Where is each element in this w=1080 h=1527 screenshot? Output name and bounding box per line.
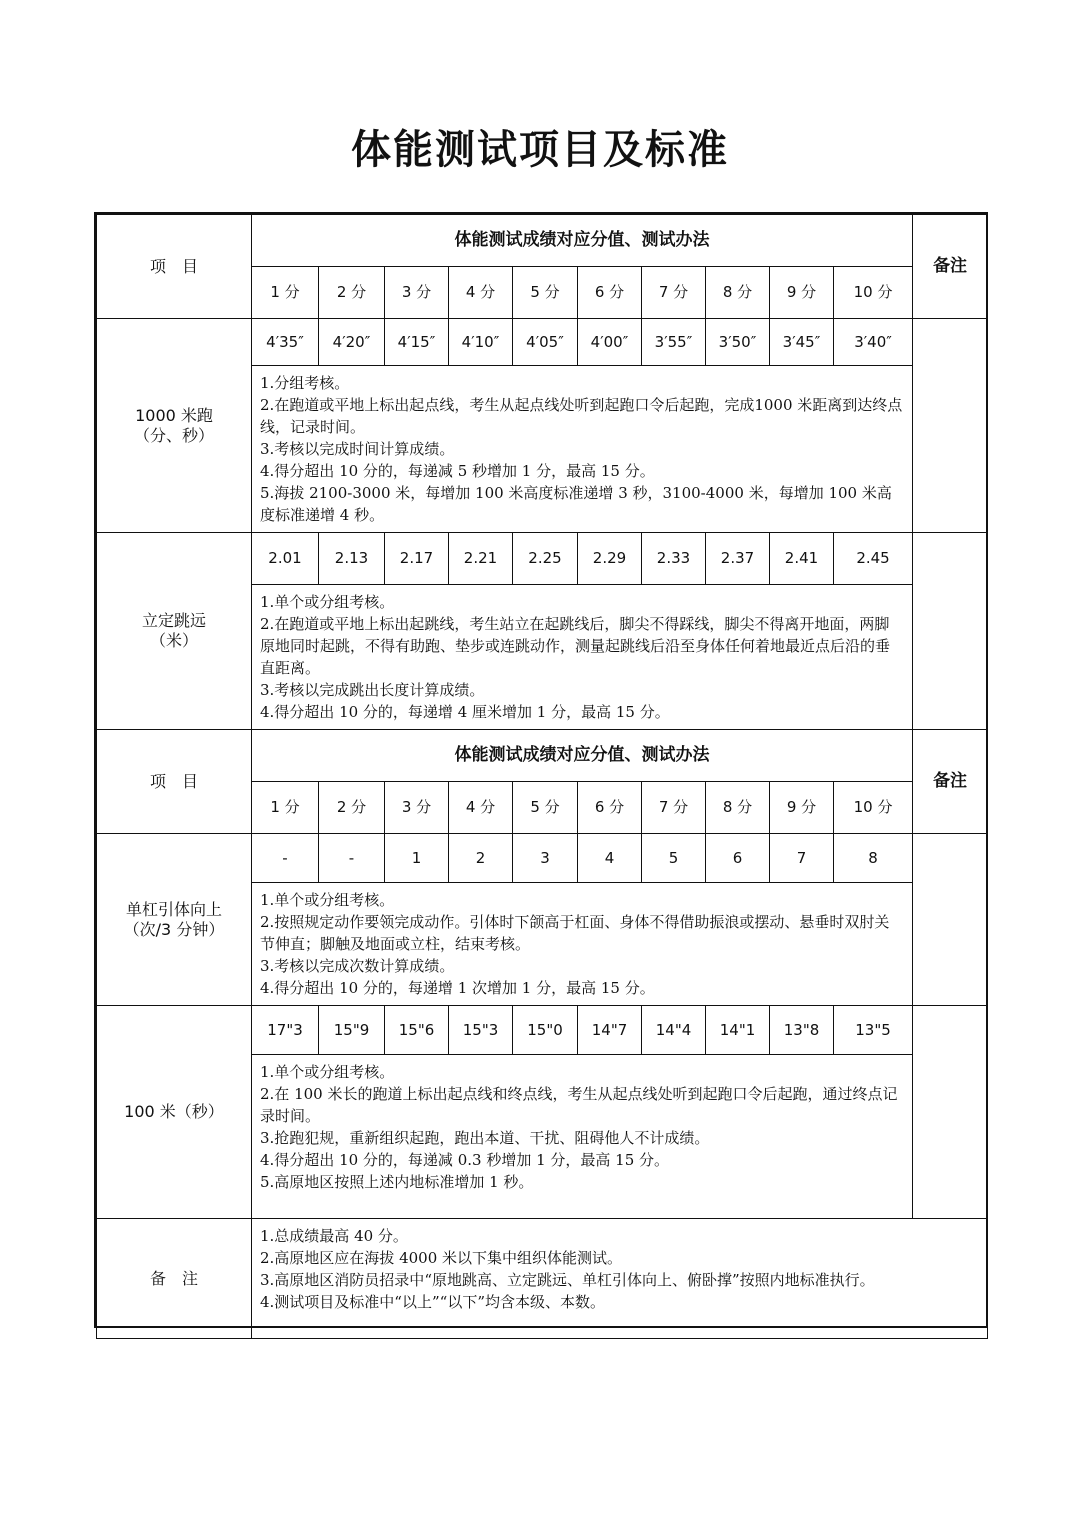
score-header: 2 分 xyxy=(319,267,385,319)
note-line: 4.得分超出 10 分的，每递减 0.3 秒增加 1 分，最高 15 分。 xyxy=(260,1151,670,1169)
item-name: 100 米（秒） xyxy=(124,1102,224,1121)
pullup-values-row xyxy=(97,834,988,883)
value-cell: 2.29 xyxy=(578,533,642,585)
item-name: 单杠引体向上 xyxy=(125,899,222,919)
value-cell: 4′10″ xyxy=(449,319,513,366)
value-cell: 3 xyxy=(513,834,578,883)
value-cell: 4′05″ xyxy=(513,319,578,366)
value-cell: - xyxy=(319,834,385,883)
score-header: 9 分 xyxy=(770,267,834,319)
value-cell: 2 xyxy=(449,834,513,883)
note-line: 2.在 100 米长的跑道上标出起点线和终点线，考生从起点线处听到起跑口令后起跑，通过终点记录时间。 xyxy=(260,1085,898,1125)
note-line: 2.在跑道或平地上标出起跳线，考生站立在起跳线后，脚尖不得踩线，脚尖不得离开地面，两脚原地同时起跳，不得有助跑、垫步或连跳动作，测量起跳线后沿至身体任何着地最近点后沿的垂直距离。 xyxy=(260,615,891,677)
score-header: 10 分 xyxy=(834,782,913,834)
value-cell: 2.41 xyxy=(770,533,834,585)
score-header: 1 分 xyxy=(252,267,319,319)
note-line: 1.单个或分组考核。 xyxy=(260,593,395,611)
note-line: 3.考核以完成跳出长度计算成绩。 xyxy=(260,681,485,699)
item-unit: （米） xyxy=(149,631,198,650)
note-line: 2.在跑道或平地上标出起点线，考生从起点线处听到起跑口令后起跑，完成1000 米距离到达终点线，记录时间。 xyxy=(260,396,903,436)
note-line: 1.分组考核。 xyxy=(260,374,350,392)
value-cell: 4′15″ xyxy=(385,319,449,366)
score-header: 2 分 xyxy=(319,782,385,834)
value-cell: 13"5 xyxy=(834,1006,913,1055)
header-scores-title-2: 体能测试成绩对应分值、测试办法 xyxy=(252,730,913,782)
value-cell: 7 xyxy=(770,834,834,883)
note-line: 2.高原地区应在海拔 4000 米以下集中组织体能测试。 xyxy=(260,1249,623,1267)
score-header: 4 分 xyxy=(449,267,513,319)
note-line: 3.考核以完成次数计算成绩。 xyxy=(260,957,455,975)
note-line: 3.高原地区消防员招录中“原地跳高、立定跳远、单杠引体向上、俯卧撑”按照内地标准执行。 xyxy=(260,1271,875,1289)
value-cell: 14"7 xyxy=(578,1006,642,1055)
value-cell: 15"9 xyxy=(319,1006,385,1055)
item-name: 立定跳远 xyxy=(141,611,206,630)
page-title: 体能测试项目及标准 xyxy=(351,126,729,173)
value-cell: 2.33 xyxy=(642,533,706,585)
value-cell: 15"6 xyxy=(385,1006,449,1055)
value-cell: 14"1 xyxy=(706,1006,770,1055)
note-line: 4.得分超出 10 分的，每递增 4 厘米增加 1 分，最高 15 分。 xyxy=(260,703,670,721)
remark-cell xyxy=(913,319,988,533)
run100-values-row xyxy=(97,1006,988,1055)
run1000-method xyxy=(252,366,913,533)
value-cell: 6 xyxy=(706,834,770,883)
score-header: 3 分 xyxy=(385,782,449,834)
remarks-notes xyxy=(252,1219,988,1339)
note-line: 2.按照规定动作要领完成动作。引体时下颌高于杠面、身体不得借助振浪或摆动、悬垂时双肘关节伸直；脚触及地面或立柱，结束考核。 xyxy=(260,913,890,953)
score-header: 3 分 xyxy=(385,267,449,319)
header-item-label: 项 目 xyxy=(97,215,252,319)
value-cell: 15"3 xyxy=(449,1006,513,1055)
note-line: 4.得分超出 10 分的，每递减 5 秒增加 1 分，最高 15 分。 xyxy=(260,462,655,480)
score-header: 5 分 xyxy=(513,267,578,319)
note-line: 1.单个或分组考核。 xyxy=(260,1063,395,1081)
note-line: 1.总成绩最高 40 分。 xyxy=(260,1227,408,1245)
note-line: 4.得分超出 10 分的，每递增 1 次增加 1 分，最高 15 分。 xyxy=(260,979,655,997)
score-header: 6 分 xyxy=(578,267,642,319)
value-cell: 4′35″ xyxy=(252,319,319,366)
value-cell: 4′20″ xyxy=(319,319,385,366)
value-cell: 2.37 xyxy=(706,533,770,585)
remark-cell xyxy=(913,1006,988,1219)
header-item-label-2: 项 目 xyxy=(97,730,252,834)
score-header: 10 分 xyxy=(834,267,913,319)
note-line: 3.抢跑犯规，重新组织起跑，跑出本道、干扰、阻碍他人不计成绩。 xyxy=(260,1129,710,1147)
header-remark-label: 备注 xyxy=(913,215,988,319)
value-cell: 17"3 xyxy=(252,1006,319,1055)
score-header: 7 分 xyxy=(642,782,706,834)
score-header: 5 分 xyxy=(513,782,578,834)
item-pullup xyxy=(97,834,252,1006)
score-header: 8 分 xyxy=(706,267,770,319)
value-cell: 3′55″ xyxy=(642,319,706,366)
item-unit: （次/3 分钟） xyxy=(123,919,225,939)
value-cell: - xyxy=(252,834,319,883)
score-header: 6 分 xyxy=(578,782,642,834)
value-cell: 2.25 xyxy=(513,533,578,585)
value-cell: 2.45 xyxy=(834,533,913,585)
value-cell: 2.01 xyxy=(252,533,319,585)
score-header: 7 分 xyxy=(642,267,706,319)
long-jump-values-row xyxy=(97,533,988,585)
note-line: 5.海拔 2100-3000 米，每增加 100 米高度标准递增 3 秒，3100-4000 米，每增加 100 米高度标准递增 4 秒。 xyxy=(260,484,892,524)
value-cell: 2.21 xyxy=(449,533,513,585)
value-cell: 4′00″ xyxy=(578,319,642,366)
score-header: 4 分 xyxy=(449,782,513,834)
value-cell: 3′45″ xyxy=(770,319,834,366)
item-name: 1000 米跑 xyxy=(135,405,213,425)
pullup-method xyxy=(252,883,913,1006)
value-cell: 2.17 xyxy=(385,533,449,585)
header-remark-label-2: 备注 xyxy=(913,730,988,834)
value-cell: 4 xyxy=(578,834,642,883)
note-line: 4.测试项目及标准中“以上”“以下”均含本级、本数。 xyxy=(260,1293,605,1311)
value-cell: 1 xyxy=(385,834,449,883)
item-run1000 xyxy=(97,319,252,533)
value-cell: 14"4 xyxy=(642,1006,706,1055)
item-unit: （分、秒） xyxy=(133,425,214,445)
item-long-jump xyxy=(97,533,252,730)
note-line: 3.考核以完成时间计算成绩。 xyxy=(260,440,455,458)
value-cell: 3′40″ xyxy=(834,319,913,366)
value-cell: 3′50″ xyxy=(706,319,770,366)
standards-table xyxy=(94,212,988,1328)
score-header: 1 分 xyxy=(252,782,319,834)
long-jump-method xyxy=(252,585,913,730)
value-cell: 8 xyxy=(834,834,913,883)
header-scores-title: 体能测试成绩对应分值、测试办法 xyxy=(252,215,913,267)
score-header: 8 分 xyxy=(706,782,770,834)
run100-method xyxy=(252,1055,913,1219)
note-line: 1.单个或分组考核。 xyxy=(260,891,395,909)
score-header: 9 分 xyxy=(770,782,834,834)
value-cell: 2.13 xyxy=(319,533,385,585)
remark-cell xyxy=(913,834,988,1006)
value-cell: 15"0 xyxy=(513,1006,578,1055)
run1000-values-row xyxy=(97,319,988,366)
value-cell: 13"8 xyxy=(770,1006,834,1055)
note-line: 5.高原地区按照上述内地标准增加 1 秒。 xyxy=(260,1173,534,1191)
remark-cell xyxy=(913,533,988,730)
item-run100 xyxy=(97,1006,252,1219)
remarks-label: 备 注 xyxy=(97,1219,252,1339)
value-cell: 5 xyxy=(642,834,706,883)
